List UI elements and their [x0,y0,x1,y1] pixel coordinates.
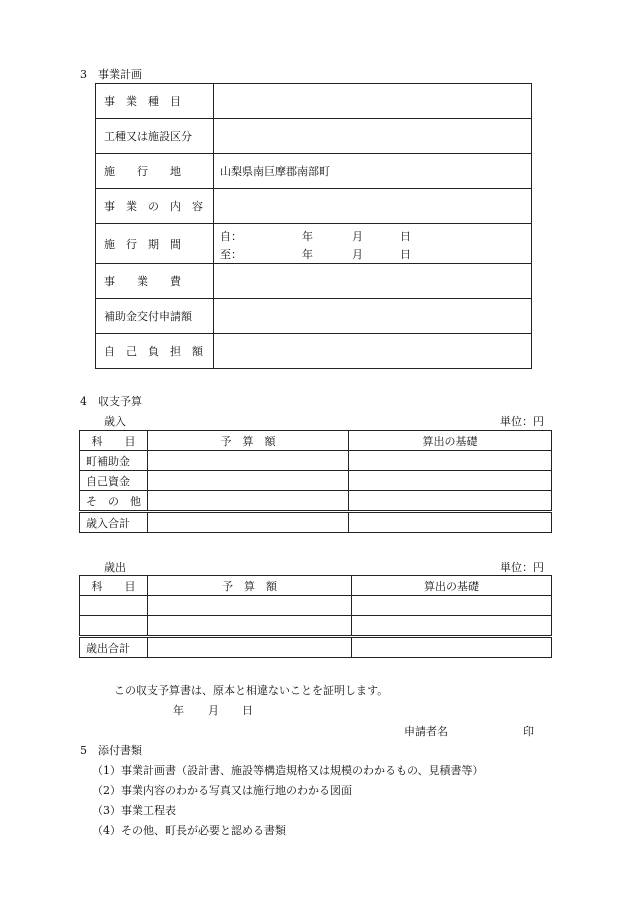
income-budget-cell[interactable] [148,471,349,491]
period-from-month: 月 [352,229,363,243]
plan-row-location [96,154,532,189]
income-total-budget-cell[interactable] [148,512,349,533]
period-to: 至： [220,247,242,261]
plan-value[interactable] [214,189,532,224]
applicant-name-label: 申請者名 [404,725,448,738]
plan-value[interactable] [214,334,532,369]
section5-heading: 5 添付書類 [80,744,142,757]
plan-row-cost [96,264,532,299]
header-item: 科 目 [80,576,148,596]
certify-month: 月 [208,704,219,717]
plan-label: 事 業 費 [96,264,214,299]
plan-label: 工種又は施設区分 [96,119,214,154]
header-basis: 算出の基礎 [352,576,552,596]
header-basis: 算出の基礎 [349,431,552,451]
plan-label: 補助金交付申請額 [96,299,214,334]
income-basis-cell[interactable] [349,491,552,512]
income-item-label: 町補助金 [80,451,148,471]
period-from: 自： [220,229,242,243]
plan-period[interactable] [214,224,532,264]
expense-unit: 単位：円 [500,561,544,574]
header-item: 科 目 [80,431,148,451]
plan-label: 施 行 地 [96,154,214,189]
income-caption: 歳入 [104,415,126,428]
income-row [80,451,552,471]
expense-total-label: 歳出合計 [80,637,148,658]
period-from-day: 日 [400,229,411,243]
expense-item-cell[interactable] [80,596,148,616]
plan-row-self-burden [96,334,532,369]
certify-year: 年 [173,704,184,717]
attachment-item: （2）事業内容のわかる写真又は施行地のわかる図面 [92,784,352,797]
plan-value[interactable] [214,84,532,119]
seal-mark: 印 [523,725,534,738]
attachment-item: （1）事業計画書（設計書、施設等構造規格又は規模のわかるもの、見積書等） [92,764,484,777]
section3-heading: 3 事業計画 [80,68,142,81]
plan-value-location[interactable]: 山梨県南巨摩郡南部町 [214,154,532,189]
expense-item-cell[interactable] [80,616,148,637]
income-total-label: 歳入合計 [80,512,148,533]
header-budget: 予 算 額 [148,576,352,596]
period-to-year: 年 [302,247,313,261]
period-to-day: 日 [400,247,411,261]
plan-label: 事 業 種 目 [96,84,214,119]
plan-row-work-type [96,119,532,154]
plan-value[interactable] [214,119,532,154]
expense-budget-cell[interactable] [148,596,352,616]
plan-row-business-type [96,84,532,119]
income-table [79,430,552,533]
income-row [80,471,552,491]
income-item-label: 自己資金 [80,471,148,491]
expense-row [80,616,552,637]
certify-statement: この収支予算書は、原本と相違ないことを証明します。 [114,684,389,697]
income-item-label: そ の 他 [80,491,148,512]
plan-row-content [96,189,532,224]
expense-basis-cell[interactable] [352,616,552,637]
certify-day: 日 [242,704,253,717]
plan-label: 自 己 負 担 額 [96,334,214,369]
business-plan-table [95,83,532,369]
expense-total-budget-cell[interactable] [148,637,352,658]
expense-table [79,575,552,658]
expense-caption: 歳出 [104,561,126,574]
income-header-row [80,431,552,451]
expense-basis-cell[interactable] [352,596,552,616]
plan-row-subsidy [96,299,532,334]
expense-budget-cell[interactable] [148,616,352,637]
expense-row [80,596,552,616]
income-budget-cell[interactable] [148,491,349,512]
period-to-month: 月 [352,247,363,261]
plan-row-period [96,224,532,264]
income-total-basis-cell[interactable] [349,512,552,533]
income-total-row [80,512,552,533]
attachment-item: （3）事業工程表 [92,804,176,817]
income-unit: 単位：円 [500,415,544,428]
plan-label: 施 行 期 間 [96,224,214,264]
income-budget-cell[interactable] [148,451,349,471]
attachment-item: （4）その他、町長が必要と認める書類 [92,824,286,837]
header-budget: 予 算 額 [148,431,349,451]
section4-heading: 4 収支予算 [80,395,142,408]
plan-label: 事 業 の 内 容 [96,189,214,224]
expense-total-row [80,637,552,658]
expense-header-row [80,576,552,596]
income-basis-cell[interactable] [349,451,552,471]
plan-value[interactable] [214,264,532,299]
period-from-year: 年 [302,229,313,243]
plan-value[interactable] [214,299,532,334]
income-basis-cell[interactable] [349,471,552,491]
expense-total-basis-cell[interactable] [352,637,552,658]
income-row [80,491,552,512]
